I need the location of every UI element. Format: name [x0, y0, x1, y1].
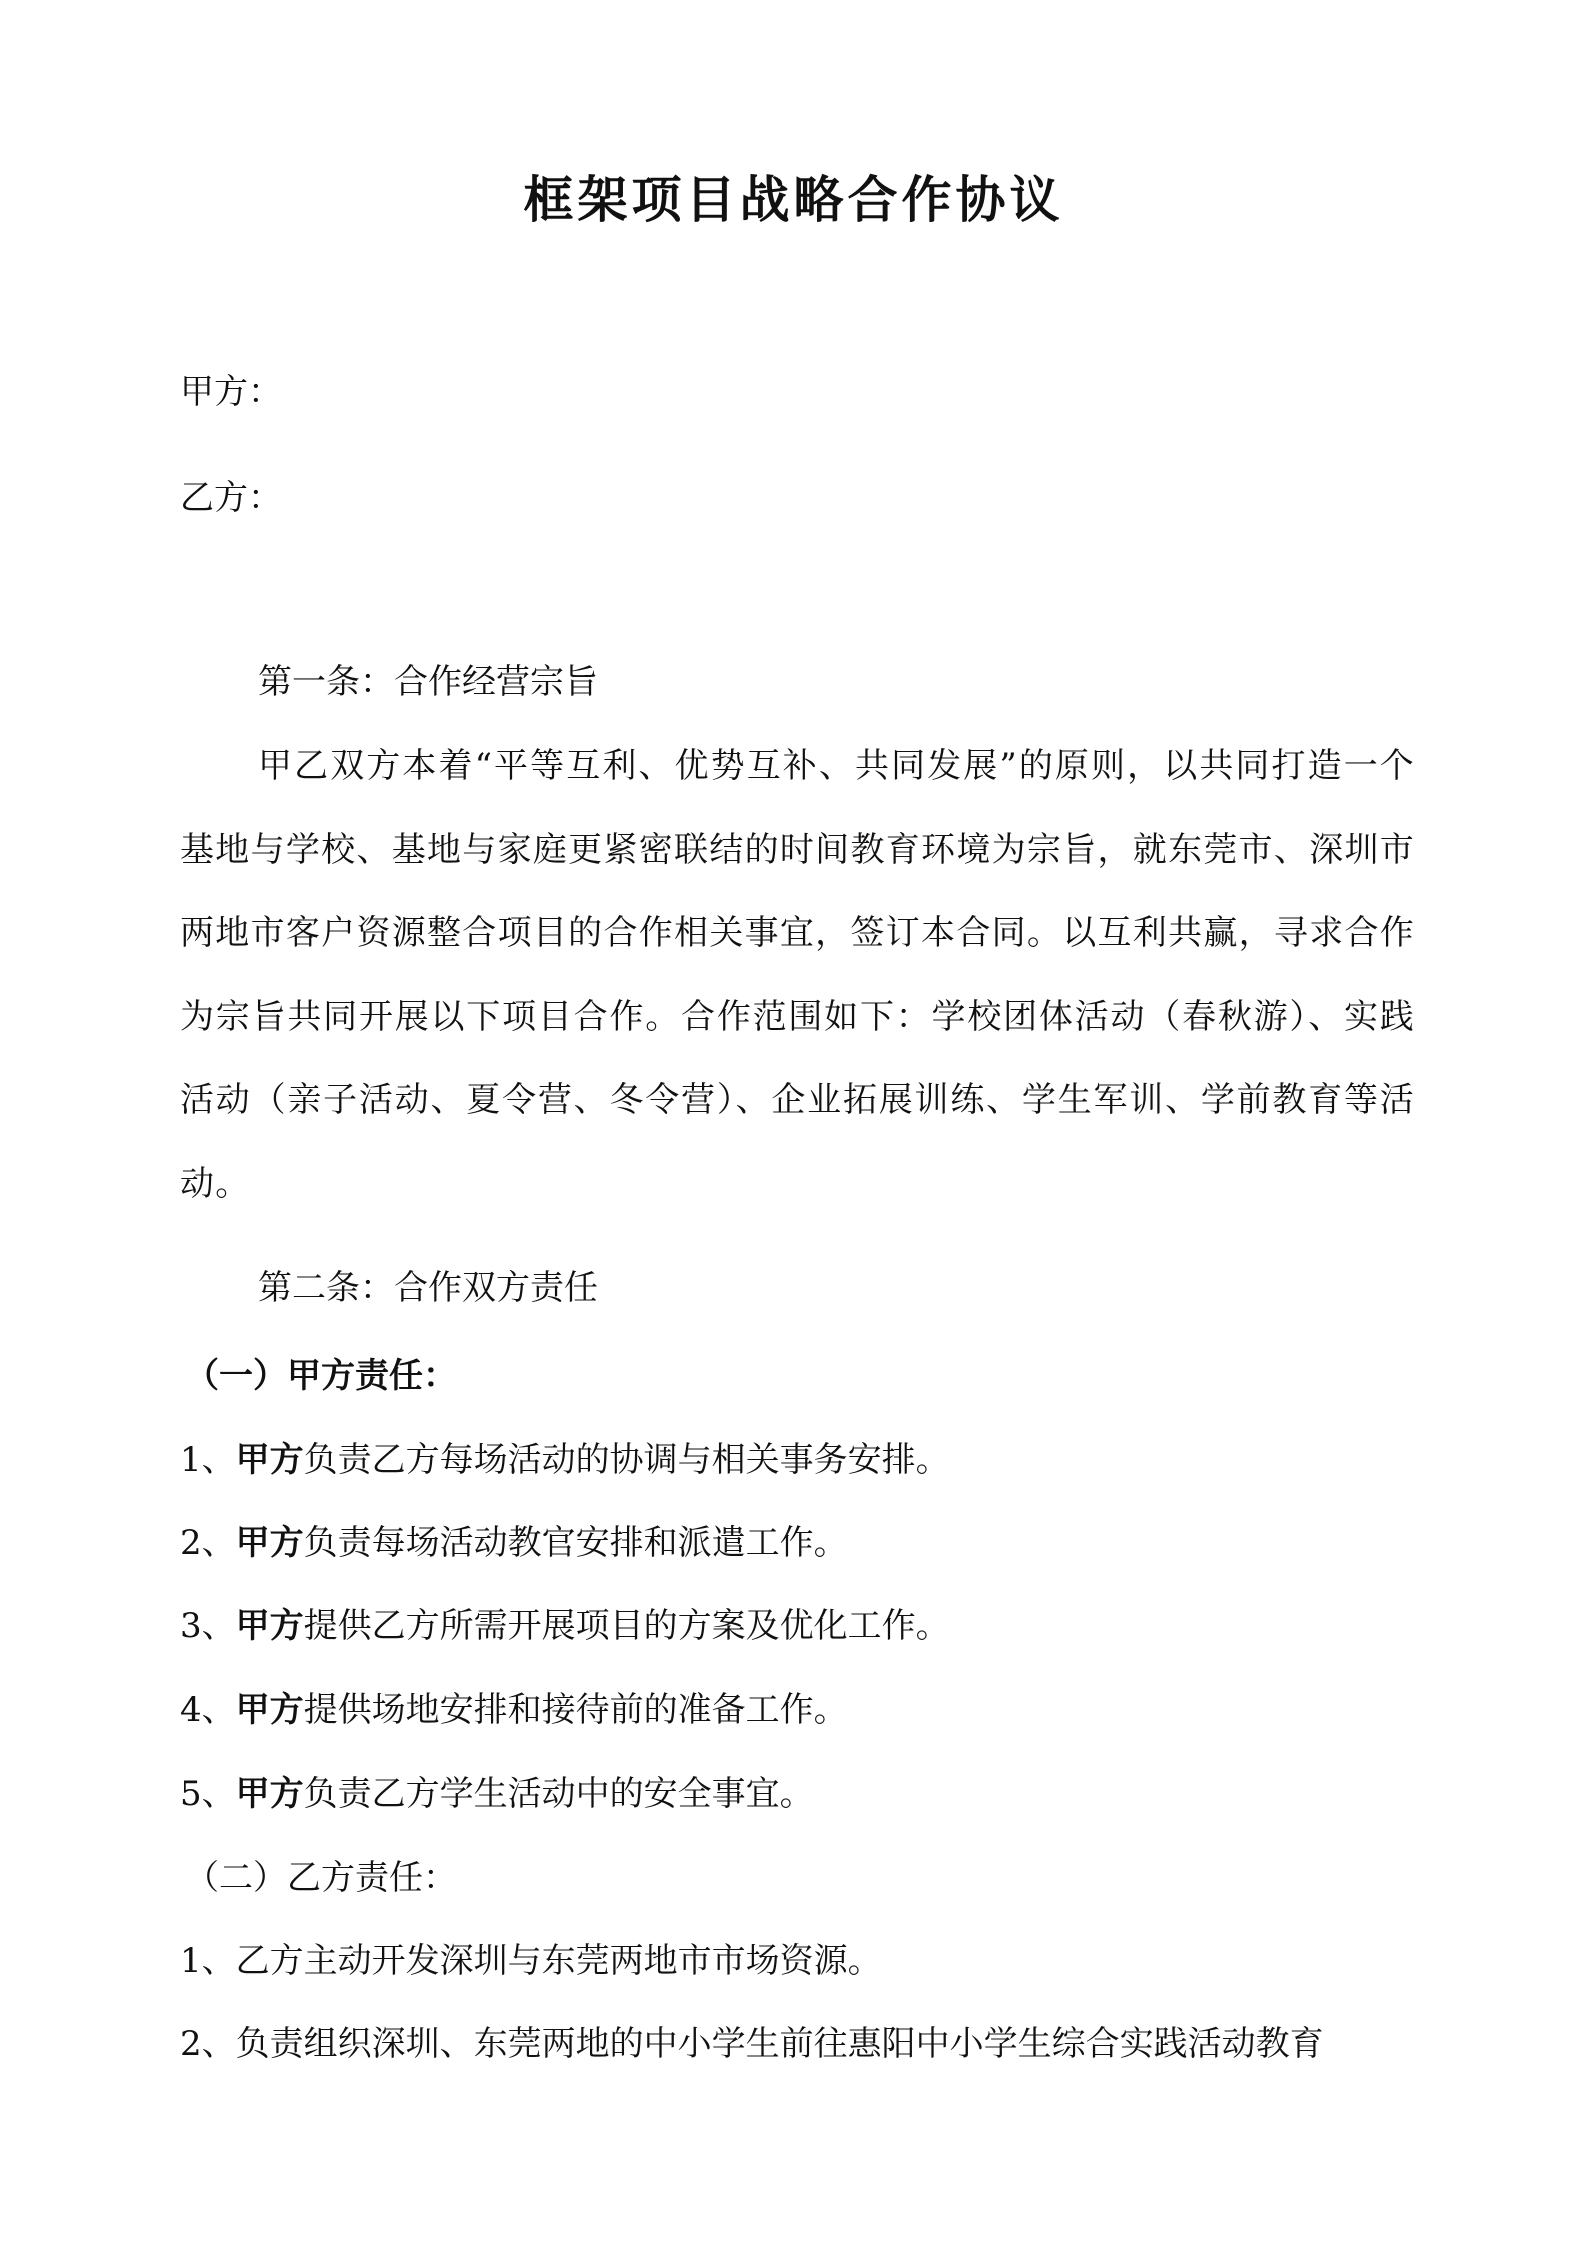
- item-text: 提供场地安排和接待前的准备工作。: [303, 1690, 848, 1730]
- article1-heading: 第一条：合作经营宗旨: [258, 662, 598, 702]
- section-b-heading: （二）乙方责任：: [185, 1858, 457, 1898]
- section-a-item-2: [180, 1519, 848, 1567]
- section-a-item-3: [180, 1602, 950, 1650]
- item-party: 甲方: [235, 1690, 304, 1730]
- section-a-item-4: [180, 1686, 848, 1734]
- item-number: 1、: [180, 1440, 236, 1480]
- article1-body: 甲乙双方本着“平等互利、优势互补、共同发展”的原则，以共同打造一个基地与学校、基地与家庭更紧密联结的时间教育环境为宗旨，就东莞市、深圳市两地市客户资源整合项目的合作相关事宜，签订本合同。以互利共赢，寻求合作为宗旨共同开展以下项目合作。合作范围如下：学校团体活动（春秋游）、实践活动（亲子活动、夏令营、冬令营）、企业拓展训练、学生军训、学前教育等活动。: [180, 746, 1415, 1204]
- article2-heading: 第二条：合作双方责任: [258, 1268, 598, 1308]
- item-party: 甲方: [235, 1523, 304, 1563]
- item-party: 甲方: [235, 1606, 304, 1646]
- item-text: 负责乙方学生活动中的安全事宜。: [303, 1774, 814, 1814]
- item-number: 2、: [180, 1523, 236, 1563]
- party-b-label: 乙方：: [180, 478, 282, 518]
- section-a-item-5: [180, 1770, 814, 1818]
- item-party: 甲方: [235, 1774, 304, 1814]
- party-a-label: 甲方：: [180, 372, 282, 412]
- section-a-heading-text: （一）甲方责任：: [185, 1356, 457, 1396]
- section-a-item-1: [180, 1436, 950, 1484]
- item-party: 甲方: [235, 1440, 304, 1480]
- item-number: 4、: [180, 1690, 236, 1730]
- section-b-item-1: 1、乙方主动开发深圳与东莞两地市市场资源。: [180, 1941, 882, 1981]
- item-number: 5、: [180, 1774, 236, 1814]
- section-b-item-2: 2、负责组织深圳、东莞两地的中小学生前往惠阳中小学生综合实践活动教育: [180, 2024, 1324, 2064]
- item-text: 负责每场活动教官安排和派遣工作。: [303, 1523, 848, 1563]
- item-text: 负责乙方每场活动的协调与相关事务安排。: [303, 1440, 950, 1480]
- item-number: 3、: [180, 1606, 236, 1646]
- section-a-heading: [185, 1352, 457, 1400]
- item-text: 提供乙方所需开展项目的方案及优化工作。: [303, 1606, 950, 1646]
- document-title: 框架项目战略合作协议: [523, 170, 1064, 229]
